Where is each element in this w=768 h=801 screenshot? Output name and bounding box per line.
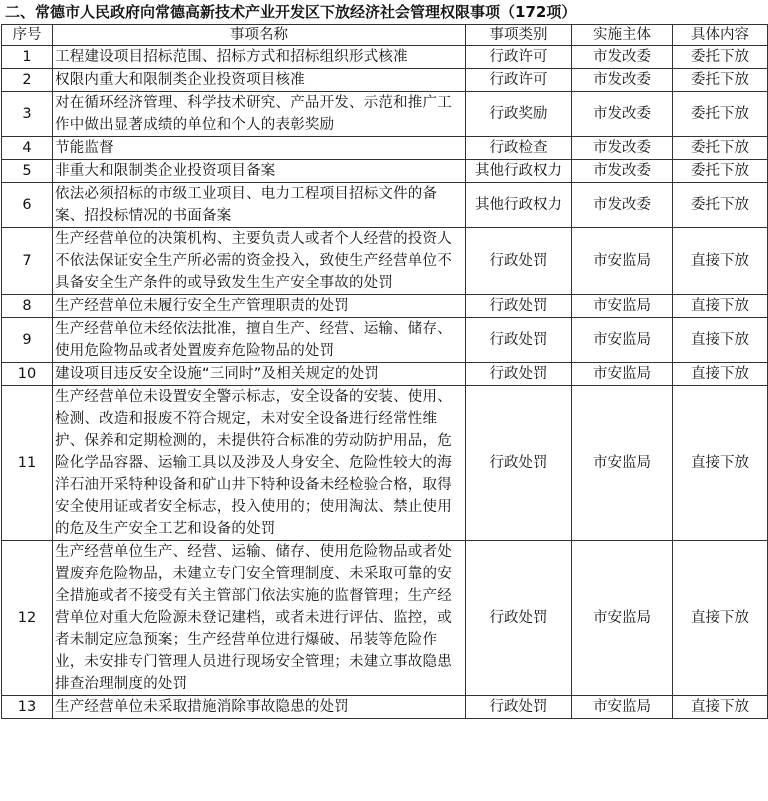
row-name: 非重大和限制类企业投资项目备案: [53, 160, 466, 183]
row-content: 直接下放: [673, 228, 768, 295]
row-content: 委托下放: [673, 160, 768, 183]
header-content: 具体内容: [673, 25, 768, 46]
table-row: [2, 160, 768, 183]
header-category: 事项类别: [466, 25, 572, 46]
table-row: [2, 69, 768, 92]
table-row: [2, 541, 768, 696]
row-content: 直接下放: [673, 541, 768, 696]
row-no: 7: [2, 228, 53, 295]
row-category: 行政处罚: [466, 696, 572, 719]
row-category: 行政许可: [466, 46, 572, 69]
row-subject: 市安监局: [572, 386, 673, 541]
row-no: 10: [2, 363, 53, 386]
table-row: [2, 318, 768, 363]
table-row: [2, 228, 768, 295]
row-category: 行政处罚: [466, 318, 572, 363]
row-content: 委托下放: [673, 69, 768, 92]
row-name: 生产经营单位的决策机构、主要负责人或者个人经营的投资人不依法保证安全生产所必需的资金投入，致使生产经营单位不具备安全生产条件的或导致发生生产安全事故的处罚: [53, 228, 466, 295]
row-name: 节能监督: [53, 137, 466, 160]
row-no: 5: [2, 160, 53, 183]
row-category: 行政处罚: [466, 541, 572, 696]
row-no: 8: [2, 295, 53, 318]
row-name: 生产经营单位未设置安全警示标志，安全设备的安装、使用、检测、改造和报废不符合规定，未对安全设备进行经常性维护、保养和定期检测的，未提供符合标准的劳动防护用品，危险化学品容器、运输工具以及涉及人身安全、危险性较大的海洋石油开采特种设备和矿山井下特种设备未经检验合格，取得安全使用证或者安全标志，投入使用的；使用淘汰、禁止使用的危及生产安全工艺和设备的处罚: [53, 386, 466, 541]
row-content: 直接下放: [673, 363, 768, 386]
row-no: 3: [2, 92, 53, 137]
table-header-row: [2, 25, 768, 46]
row-name: 生产经营单位未经依法批准，擅自生产、经营、运输、储存、使用危险物品或者处置废弃危险物品的处罚: [53, 318, 466, 363]
row-content: 直接下放: [673, 318, 768, 363]
table-row: [2, 386, 768, 541]
table-row: [2, 363, 768, 386]
row-subject: 市发改委: [572, 92, 673, 137]
header-subject: 实施主体: [572, 25, 673, 46]
row-name: 依法必须招标的市级工业项目、电力工程项目招标文件的备案、招投标情况的书面备案: [53, 183, 466, 228]
table-row: [2, 183, 768, 228]
powers-table: [1, 24, 768, 719]
table-row: [2, 46, 768, 69]
row-name: 生产经营单位未履行安全生产管理职责的处罚: [53, 295, 466, 318]
row-name: 生产经营单位生产、经营、运输、储存、使用危险物品或者处置废弃危险物品，未建立专门安全管理制度、未采取可靠的安全措施或者不接受有关主管部门依法实施的监督管理；生产经营单位对重大危险源未登记建档，或者未进行评估、监控，或者未制定应急预案；生产经营单位进行爆破、吊装等危险作业，未安排专门管理人员进行现场安全管理；未建立事故隐患排查治理制度的处罚: [53, 541, 466, 696]
row-name: 工程建设项目招标范围、招标方式和招标组织形式核准: [53, 46, 466, 69]
document: [1, 0, 767, 719]
row-content: 委托下放: [673, 137, 768, 160]
row-category: 行政处罚: [466, 295, 572, 318]
row-subject: 市发改委: [572, 69, 673, 92]
row-content: 直接下放: [673, 386, 768, 541]
row-subject: 市安监局: [572, 295, 673, 318]
row-category: 行政处罚: [466, 363, 572, 386]
row-subject: 市安监局: [572, 318, 673, 363]
row-no: 13: [2, 696, 53, 719]
row-category: 行政检查: [466, 137, 572, 160]
row-subject: 市安监局: [572, 228, 673, 295]
row-category: 行政许可: [466, 69, 572, 92]
row-category: 其他行政权力: [466, 183, 572, 228]
row-subject: 市安监局: [572, 541, 673, 696]
header-name: 事项名称: [53, 25, 466, 46]
table-row: [2, 92, 768, 137]
row-content: 直接下放: [673, 295, 768, 318]
table-row: [2, 137, 768, 160]
row-category: 行政处罚: [466, 386, 572, 541]
row-no: 1: [2, 46, 53, 69]
row-subject: 市发改委: [572, 160, 673, 183]
row-name: 生产经营单位未采取措施消除事故隐患的处罚: [53, 696, 466, 719]
row-name: 建设项目违反安全设施“三同时”及相关规定的处罚: [53, 363, 466, 386]
row-category: 行政处罚: [466, 228, 572, 295]
row-content: 委托下放: [673, 183, 768, 228]
row-subject: 市安监局: [572, 696, 673, 719]
table-row: [2, 295, 768, 318]
row-subject: 市发改委: [572, 46, 673, 69]
row-no: 4: [2, 137, 53, 160]
row-content: 委托下放: [673, 46, 768, 69]
row-no: 12: [2, 541, 53, 696]
header-no: 序号: [2, 25, 53, 46]
row-content: 直接下放: [673, 696, 768, 719]
row-name: 对在循环经济管理、科学技术研究、产品开发、示范和推广工作中做出显著成绩的单位和个人的表彰奖励: [53, 92, 466, 137]
row-name: 权限内重大和限制类企业投资项目核准: [53, 69, 466, 92]
page-title: 二、常德市人民政府向常德高新技术产业开发区下放经济社会管理权限事项（172项）: [5, 3, 577, 21]
row-no: 6: [2, 183, 53, 228]
row-no: 11: [2, 386, 53, 541]
row-no: 2: [2, 69, 53, 92]
table-row: [2, 696, 768, 719]
row-category: 行政奖励: [466, 92, 572, 137]
row-category: 其他行政权力: [466, 160, 572, 183]
row-no: 9: [2, 318, 53, 363]
row-subject: 市安监局: [572, 363, 673, 386]
row-content: 委托下放: [673, 92, 768, 137]
row-subject: 市发改委: [572, 183, 673, 228]
row-subject: 市发改委: [572, 137, 673, 160]
